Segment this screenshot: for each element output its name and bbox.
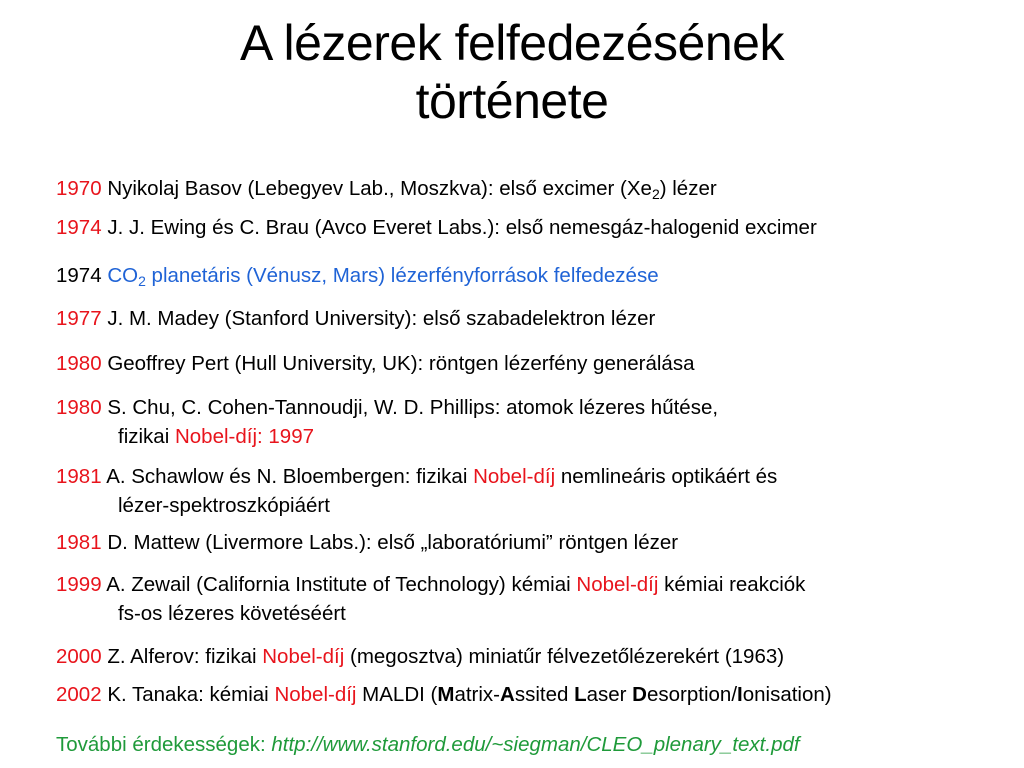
year: 1981 xyxy=(56,531,102,554)
nobel-label: Nobel-díj xyxy=(473,465,556,488)
entry-text: Nyikolaj Basov (Lebegyev Lab., Moszkva): első excimer (Xe xyxy=(107,177,652,200)
acronym-d: D xyxy=(632,683,647,706)
entry-1980-pert xyxy=(56,349,694,378)
entry-1981-mattew xyxy=(56,528,678,557)
year: 2002 xyxy=(56,683,102,706)
year: 1970 xyxy=(56,177,102,200)
footer-link[interactable]: http://www.stanford.edu/~siegman/CLEO_plenary_text.pdf xyxy=(271,733,800,756)
entry-text: A. Zewail (California Institute of Technology) kémiai xyxy=(106,573,577,596)
acronym-i-rest: onisation) xyxy=(742,683,832,706)
title-line-2: története xyxy=(415,73,609,129)
nobel-label: Nobel-díj xyxy=(576,573,659,596)
entry-1974-co2 xyxy=(56,261,659,290)
entry-text: K. Tanaka: kémiai xyxy=(107,683,275,706)
acronym-a-rest: ssited xyxy=(514,683,575,706)
entry-text-end: ) lézer xyxy=(659,177,717,200)
entry-text-mid: MALDI ( xyxy=(356,683,438,706)
entry-text-end: nemlineáris optikáért és xyxy=(555,465,778,488)
entry-1974-ewing xyxy=(56,213,817,242)
entry-text: S. Chu, C. Cohen-Tannoudji, W. D. Phillips: atomok lézeres hűtése, xyxy=(107,396,719,419)
acronym-m: M xyxy=(437,683,455,706)
footer-further-reading xyxy=(56,730,800,759)
entry-1980-chu xyxy=(56,393,718,451)
year: 1981 xyxy=(56,465,102,488)
entry-text: A. Schawlow és N. Bloembergen: fizikai xyxy=(106,465,474,488)
acronym-l: L xyxy=(574,683,587,706)
acronym-m-rest: atrix- xyxy=(454,683,500,706)
entry-text-end: planetáris (Vénusz, Mars) lézerfényforrások felfedezése xyxy=(145,264,659,287)
entry-text: J. M. Madey (Stanford University): első szabadelektron lézer xyxy=(107,307,656,330)
nobel-label: Nobel-díj xyxy=(274,683,357,706)
year: 1974 xyxy=(56,264,102,287)
acronym-d-rest: esorption/ xyxy=(646,683,738,706)
title-line-1: A lézerek felfedezésének xyxy=(240,15,784,71)
entry-2002 xyxy=(56,680,832,709)
entry-text: Z. Alferov: fizikai xyxy=(107,645,263,668)
entry-line-2 xyxy=(56,422,718,451)
year: 1999 xyxy=(56,573,102,596)
year: 2000 xyxy=(56,645,102,668)
nobel-label: Nobel-díj xyxy=(262,645,345,668)
entry-text xyxy=(107,264,658,287)
co2-text: CO xyxy=(107,264,139,287)
nobel-label: Nobel-díj: 1997 xyxy=(174,425,315,448)
entry-text-end: (megosztva) miniatűr félvezetőlézerekért (1963) xyxy=(344,645,785,668)
entry-line-2: fs-os lézeres követéséért xyxy=(118,602,346,625)
year: 1980 xyxy=(56,352,102,375)
subscript: 2 xyxy=(138,273,146,289)
entry-2000 xyxy=(56,642,784,671)
entry-text: D. Mattew (Livermore Labs.): első „laboratóriumi” röntgen lézer xyxy=(107,531,679,554)
year: 1980 xyxy=(56,396,102,419)
entry-1981-schawlow xyxy=(56,462,777,520)
entry-text: Geoffrey Pert (Hull University, UK): röntgen lézerfény generálása xyxy=(107,352,695,375)
entry-text-end: kémiai reakciók xyxy=(658,573,806,596)
entry-1977 xyxy=(56,304,655,333)
page-title xyxy=(0,14,1024,130)
year: 1974 xyxy=(56,216,102,239)
entry-line-2: lézer-spektroszkópiáért xyxy=(118,494,330,517)
acronym-i: I xyxy=(737,683,743,706)
acronym-l-rest: aser xyxy=(586,683,633,706)
entry-text: J. J. Ewing és C. Brau (Avco Everet Labs.): első nemesgáz-halogenid excimer xyxy=(107,216,817,239)
entry-1970 xyxy=(56,174,717,203)
year: 1977 xyxy=(56,307,102,330)
entry-line-2-text: fizikai xyxy=(118,425,175,448)
subscript: 2 xyxy=(651,186,660,202)
entry-1999 xyxy=(56,570,805,628)
footer-label: További érdekességek: xyxy=(56,733,272,756)
acronym-a: A xyxy=(500,683,515,706)
